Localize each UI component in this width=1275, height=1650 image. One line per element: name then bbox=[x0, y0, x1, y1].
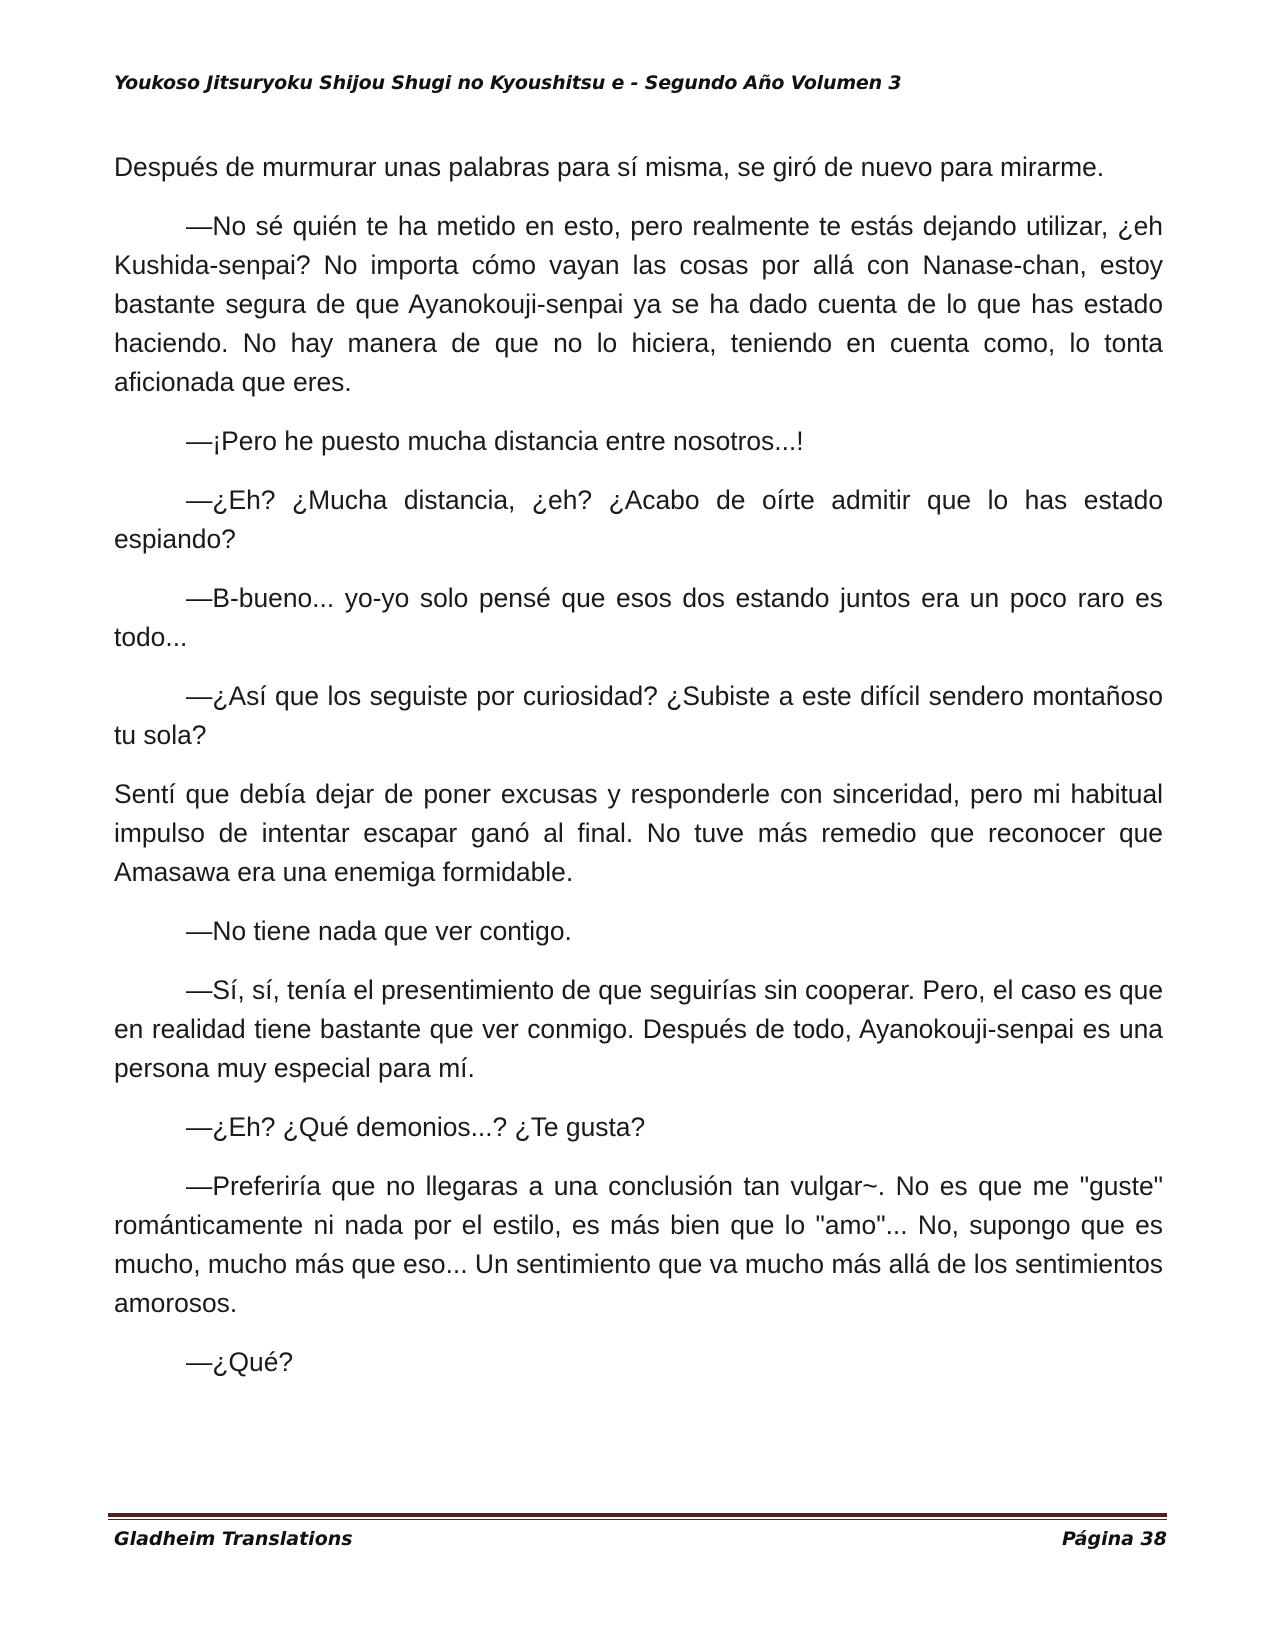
dialogue-paragraph: —¿Así que los seguiste por curiosidad? ¿Subiste a este difícil sendero montañoso tu sola? bbox=[114, 681, 1163, 750]
dialogue-paragraph: —No sé quién te ha metido en esto, pero realmente te estás dejando utilizar, ¿eh Kushida-senpai? No importa cómo vayan las cosas por allá con Nanase-chan, estoy bastante segura de que Ayanokouji-senpai ya se ha dado cuenta de lo que has estado haciendo. No hay manera de que no lo hiciera, teniendo en cuenta como, lo tonta aficionada que eres. bbox=[114, 211, 1163, 397]
dialogue-paragraph: —¿Qué? bbox=[186, 1347, 294, 1377]
footer-page-number: Página 38 bbox=[1061, 1528, 1167, 1550]
dialogue-paragraph: —No tiene nada que ver contigo. bbox=[186, 916, 572, 946]
paragraph: Sentí que debía dejar de poner excusas y responderle con sinceridad, pero mi habitual impulso de intentar escapar ganó al final. No tuve más remedio que reconocer que Amasawa era una enemiga formidable. bbox=[114, 779, 1163, 887]
dialogue-paragraph: —¿Eh? ¿Mucha distancia, ¿eh? ¿Acabo de oírte admitir que lo has estado espiando? bbox=[114, 485, 1163, 554]
document-body bbox=[114, 148, 1163, 1402]
dialogue-paragraph: —¡Pero he puesto mucha distancia entre nosotros...! bbox=[186, 426, 804, 456]
page-header-title: Youkoso Jitsuryoku Shijou Shugi no Kyoushitsu e - Segundo Año Volumen 3 bbox=[114, 72, 902, 94]
dialogue-paragraph: —¿Eh? ¿Qué demonios...? ¿Te gusta? bbox=[186, 1112, 646, 1142]
dialogue-paragraph: —B-bueno... yo-yo solo pensé que esos dos estando juntos era un poco raro es todo... bbox=[114, 583, 1163, 652]
dialogue-paragraph: —Preferiría que no llegaras a una conclusión tan vulgar~. No es que me "guste" románticamente ni nada por el estilo, es más bien que lo "amo"... No, supongo que es mucho, mucho más que eso... Un sentimiento que va mucho más allá de los sentimientos amorosos. bbox=[114, 1171, 1163, 1318]
footer-divider bbox=[108, 1513, 1167, 1520]
paragraph: Después de murmurar unas palabras para sí misma, se giró de nuevo para mirarme. bbox=[114, 152, 1105, 182]
footer-publisher: Gladheim Translations bbox=[114, 1528, 353, 1550]
dialogue-paragraph: —Sí, sí, tenía el presentimiento de que seguirías sin cooperar. Pero, el caso es que en realidad tiene bastante que ver conmigo. Después de todo, Ayanokouji-senpai es una persona muy especial para mí. bbox=[114, 975, 1164, 1083]
